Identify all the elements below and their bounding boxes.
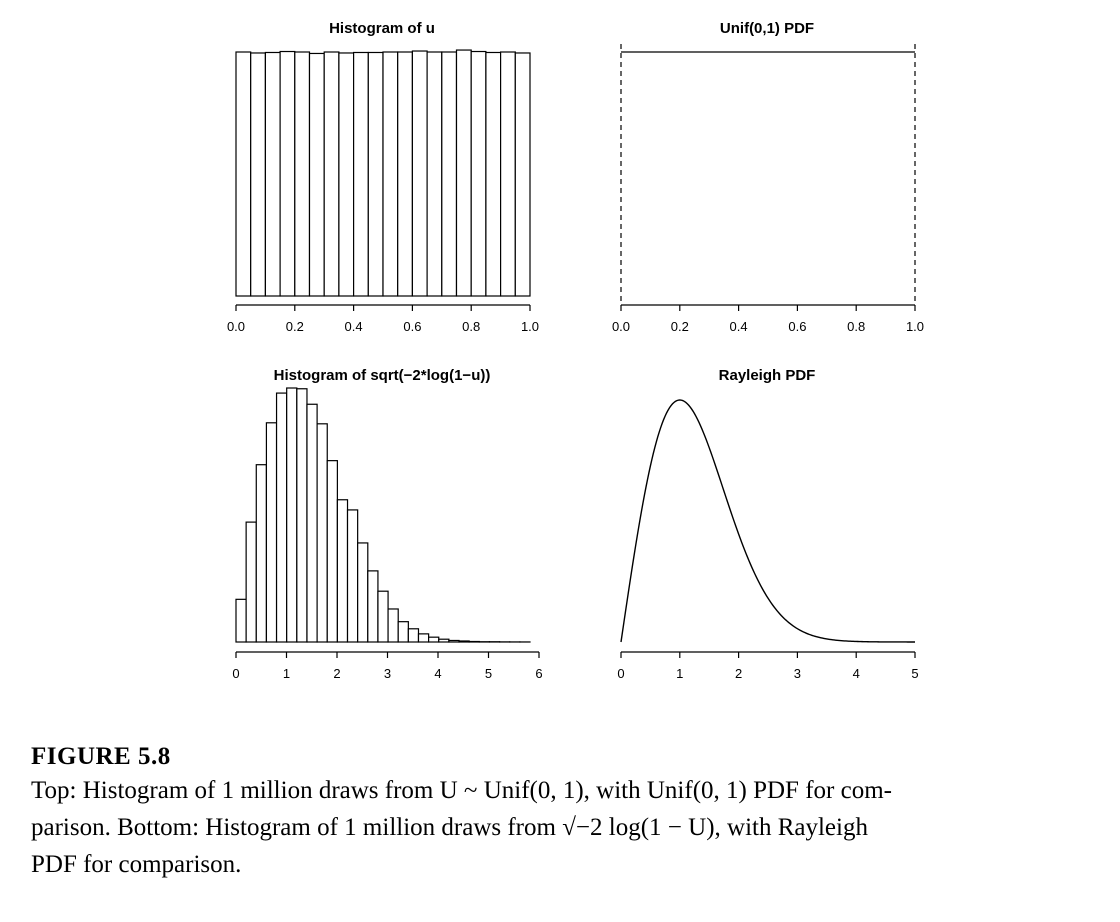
histogram-bar (427, 52, 442, 296)
x-tick-label: 1 (282, 666, 291, 681)
x-tick-label: 1 (676, 666, 684, 681)
histogram-bar (310, 53, 325, 296)
histogram-bar (449, 640, 459, 642)
x-tick-label: 1.0 (905, 319, 925, 334)
x-tick-label: 0 (617, 666, 625, 681)
x-tick-label: 0.6 (788, 319, 807, 334)
histogram-bar (418, 634, 428, 642)
rayleigh-curve (621, 400, 915, 642)
histogram-bar (339, 53, 354, 296)
histogram-bar (412, 51, 427, 296)
histogram-bar (256, 465, 266, 642)
histogram-bar (388, 609, 398, 642)
histogram-bar (408, 629, 418, 642)
histogram-bar (398, 52, 413, 296)
panel-histogram-u (227, 20, 539, 334)
histogram-bars (236, 50, 530, 296)
histogram-bar (277, 393, 287, 642)
histogram-bar (324, 52, 339, 296)
histogram-bar (368, 571, 378, 642)
panel-rayleigh-pdf (617, 367, 918, 681)
x-tick-label: 0.4 (729, 319, 748, 334)
panel-histogram-rayleigh (232, 367, 542, 681)
x-axis (617, 652, 918, 681)
histogram-bar (429, 637, 439, 642)
x-tick-label: 2 (333, 666, 341, 681)
histogram-bar (469, 641, 479, 642)
histogram-bar (378, 591, 388, 642)
histogram-bar (236, 599, 246, 642)
x-tick-label: 4 (852, 666, 860, 681)
histogram-bar (236, 52, 251, 296)
caption-line-3: PDF for comparison. (31, 851, 242, 878)
pdf-curve (621, 44, 915, 304)
x-axis (612, 305, 924, 334)
histogram-bar (442, 52, 457, 296)
histogram-bar (354, 52, 369, 296)
histogram-bar (398, 622, 408, 642)
histogram-bar (459, 641, 469, 642)
histogram-bar (457, 50, 472, 296)
x-tick-label: 0 (232, 666, 240, 681)
histogram-bar (358, 543, 368, 642)
caption-line-1: Top: Histogram of 1 million draws from U ~ Unif(0, 1), with Unif(0, 1) PDF for com- (31, 777, 892, 804)
histogram-bar (266, 423, 276, 642)
histogram-bar (251, 53, 266, 296)
histogram-bars (236, 388, 530, 642)
histogram-bar (317, 424, 327, 642)
x-tick-label: 6 (535, 666, 543, 681)
x-tick-label: 0.2 (670, 319, 689, 334)
panel-title: Histogram of sqrt(−2*log(1−u)) (273, 367, 491, 384)
x-tick-label: 1.0 (520, 319, 540, 334)
histogram-bar (348, 510, 358, 642)
panel-title: Unif(0,1) PDF (719, 20, 815, 37)
x-tick-label: 2 (734, 666, 743, 681)
histogram-bar (295, 52, 310, 296)
panel-title: Rayleigh PDF (718, 367, 816, 384)
pdf-curve (621, 400, 915, 642)
x-tick-label: 0.2 (285, 319, 304, 334)
histogram-bar (307, 404, 317, 642)
histogram-bar (246, 522, 256, 642)
histogram-bar (501, 52, 516, 296)
histogram-bar (265, 52, 280, 296)
x-tick-label: 4 (434, 666, 442, 681)
histogram-bar (439, 639, 449, 642)
x-tick-label: 0.0 (611, 319, 631, 334)
histogram-bar (327, 461, 337, 642)
histogram-bar (280, 52, 295, 296)
caption-line-2: parison. Bottom: Histogram of 1 million draws from √−2 log(1 − U), with Rayleigh (31, 814, 868, 841)
x-tick-label: 5 (911, 666, 919, 681)
x-axis (227, 305, 539, 334)
x-tick-label: 3 (793, 666, 802, 681)
x-tick-label: 0.6 (403, 319, 422, 334)
x-tick-label: 0.0 (226, 319, 246, 334)
histogram-bar (297, 389, 307, 642)
panel-title: Histogram of u (329, 20, 435, 37)
x-tick-label: 0.4 (344, 319, 363, 334)
histogram-bar (337, 500, 347, 642)
x-tick-label: 5 (484, 666, 493, 681)
histogram-bar (368, 52, 383, 296)
histogram-bar (471, 52, 486, 296)
histogram-bar (515, 53, 530, 296)
x-tick-label: 0.8 (462, 319, 481, 334)
x-axis (232, 652, 542, 681)
figure-caption (31, 742, 1096, 883)
histogram-bar (486, 52, 501, 296)
histogram-bar (383, 52, 398, 296)
x-tick-label: 0.8 (847, 319, 866, 334)
x-tick-label: 3 (383, 666, 392, 681)
figure-label: FIGURE 5.8 (31, 743, 171, 770)
panel-unif-pdf (612, 20, 924, 334)
histogram-bar (287, 388, 297, 642)
